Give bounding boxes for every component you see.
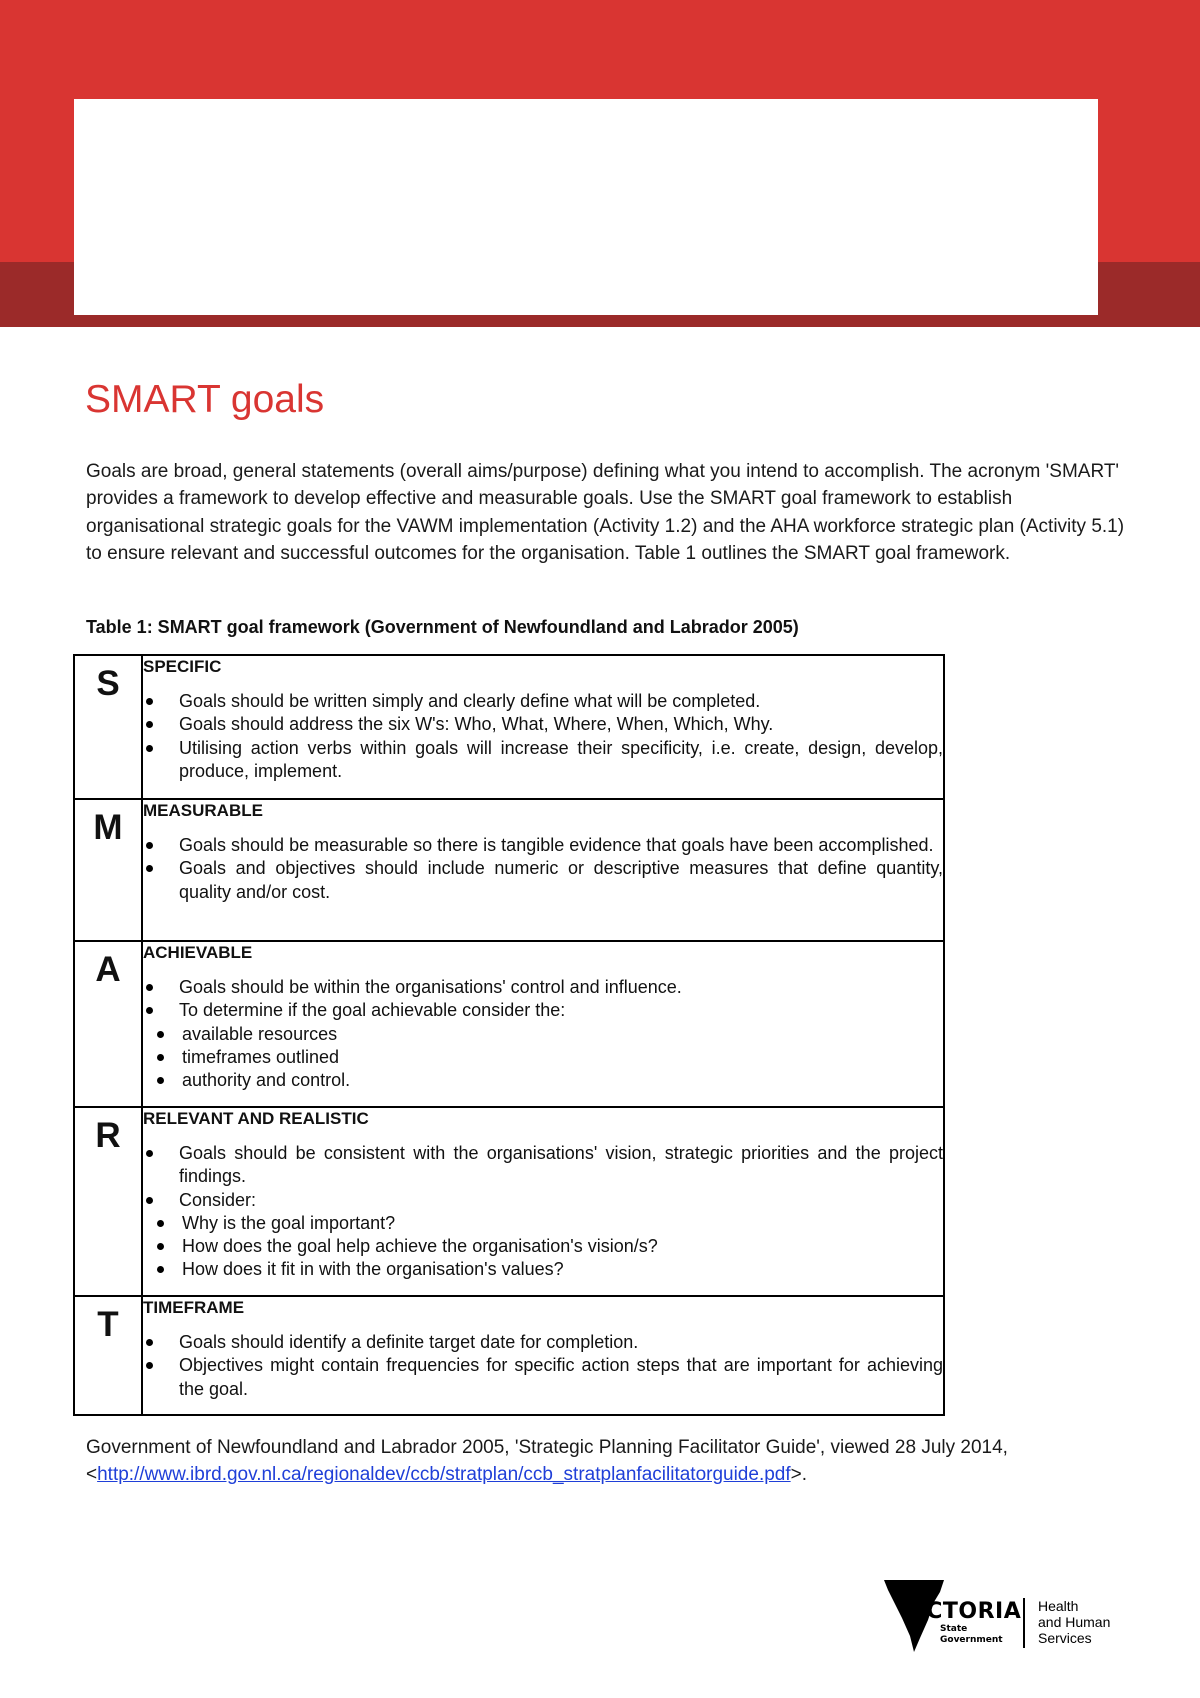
letter-cell [74, 799, 142, 941]
sub-list-item: timeframes outlined [182, 1046, 943, 1069]
sub-list-item: How does the goal help achieve the organisation's vision/s? [182, 1235, 943, 1258]
table-row-timeframe [74, 1296, 944, 1415]
list-item: Goals should be measurable so there is tangible evidence that goals have been accomplished. [179, 834, 943, 857]
logo-wordmark: VICTORIA [900, 1599, 1022, 1624]
content-cell [142, 1107, 944, 1296]
list-item: Goals should be written simply and clearly define what will be completed. [179, 690, 943, 713]
sub-bullet-list [143, 1023, 943, 1093]
reference-text: Government of Newfoundland and Labrador 2005, 'Strategic Planning Facilitator Guide', viewed 28 July 2014, < [86, 1437, 1008, 1486]
dept-line: Health [1038, 1598, 1079, 1614]
row-heading: SPECIFIC [143, 657, 222, 676]
table-row-measurable [74, 799, 944, 941]
bullet-list [143, 976, 943, 1023]
list-item: Goals should address the six W's: Who, What, Where, When, Which, Why. [179, 713, 943, 736]
sub-list-item: Why is the goal important? [182, 1212, 943, 1235]
smart-table [73, 654, 945, 1416]
logo-divider [1023, 1598, 1025, 1648]
row-letter: A [95, 950, 121, 989]
content-cell [142, 655, 944, 799]
row-letter: S [96, 664, 120, 703]
table-row-specific [74, 655, 944, 799]
victoria-government-logo [884, 1580, 1119, 1652]
sub-list-item: available resources [182, 1023, 943, 1046]
row-heading: ACHIEVABLE [143, 943, 253, 962]
list-item: Goals should identify a definite target date for completion. [179, 1331, 943, 1354]
row-heading: RELEVANT AND REALISTIC [143, 1109, 369, 1128]
letter-cell [74, 1296, 142, 1415]
row-heading: MEASURABLE [143, 801, 263, 820]
reference-citation [86, 1434, 1146, 1489]
row-heading: TIMEFRAME [143, 1298, 245, 1317]
content-cell [142, 799, 944, 941]
list-item: Consider: [179, 1189, 943, 1212]
list-item: To determine if the goal achievable consider the: [179, 999, 943, 1022]
sub-list-item: authority and control. [182, 1069, 943, 1092]
list-item: Goals and objectives should include numeric or descriptive measures that define quantity, quality and/or cost. [179, 857, 943, 904]
table-row-achievable [74, 941, 944, 1107]
bullet-list [143, 1331, 943, 1401]
intro-paragraph: Goals are broad, general statements (overall aims/purpose) defining what you intend to accomplish. The acronym 'SMART' provides a framework to develop effective and measurable goals. Use the SMART goal framework to establish organisational strategic goals for the VAWM implementation (Activity 1.2) and the AHA workforce strategic plan (Activity 5.1) to ensure relevant and successful outcomes for the organisation. Table 1 outlines the SMART goal framework. [86, 461, 1125, 564]
row-letter: T [97, 1305, 119, 1344]
dept-line: Services [1038, 1630, 1092, 1646]
letter-cell [74, 655, 142, 799]
content-cell [142, 1296, 944, 1415]
table-caption: Table 1: SMART goal framework (Government of Newfoundland and Labrador 2005) [86, 617, 799, 637]
list-item: Utilising action verbs within goals will increase their specificity, i.e. create, design, develop, produce, implement. [179, 737, 943, 784]
letter-cell [74, 941, 142, 1107]
dept-line: and Human [1038, 1614, 1111, 1630]
logo-sub-line: State [940, 1624, 968, 1634]
department-name [1038, 1598, 1110, 1646]
logo-sub-line: Government [940, 1635, 1003, 1645]
bullet-list [143, 834, 943, 904]
sub-list-item: How does it fit in with the organisation's values? [182, 1258, 943, 1281]
reference-text-end: >. [790, 1464, 808, 1486]
list-item: Goals should be consistent with the organisations' vision, strategic priorities and the project findings. [179, 1142, 943, 1189]
page-title: SMART goals [85, 378, 325, 421]
content-cell [142, 941, 944, 1107]
bullet-list [143, 1142, 943, 1212]
list-item: Objectives might contain frequencies for specific action steps that are important for achieving the goal. [179, 1354, 943, 1401]
reference-link[interactable]: http://www.ibrd.gov.nl.ca/regionaldev/ccb/stratplan/ccb_stratplanfacilitatorguide.pdf [97, 1464, 791, 1486]
list-item: Goals should be within the organisations' control and influence. [179, 976, 943, 999]
sub-bullet-list [143, 1212, 943, 1282]
title-box [74, 99, 1098, 315]
row-letter: R [95, 1116, 121, 1155]
table-row-relevant [74, 1107, 944, 1296]
row-letter: M [93, 808, 123, 847]
bullet-list [143, 690, 943, 783]
logo-subtitle [940, 1624, 1003, 1646]
letter-cell [74, 1107, 142, 1296]
